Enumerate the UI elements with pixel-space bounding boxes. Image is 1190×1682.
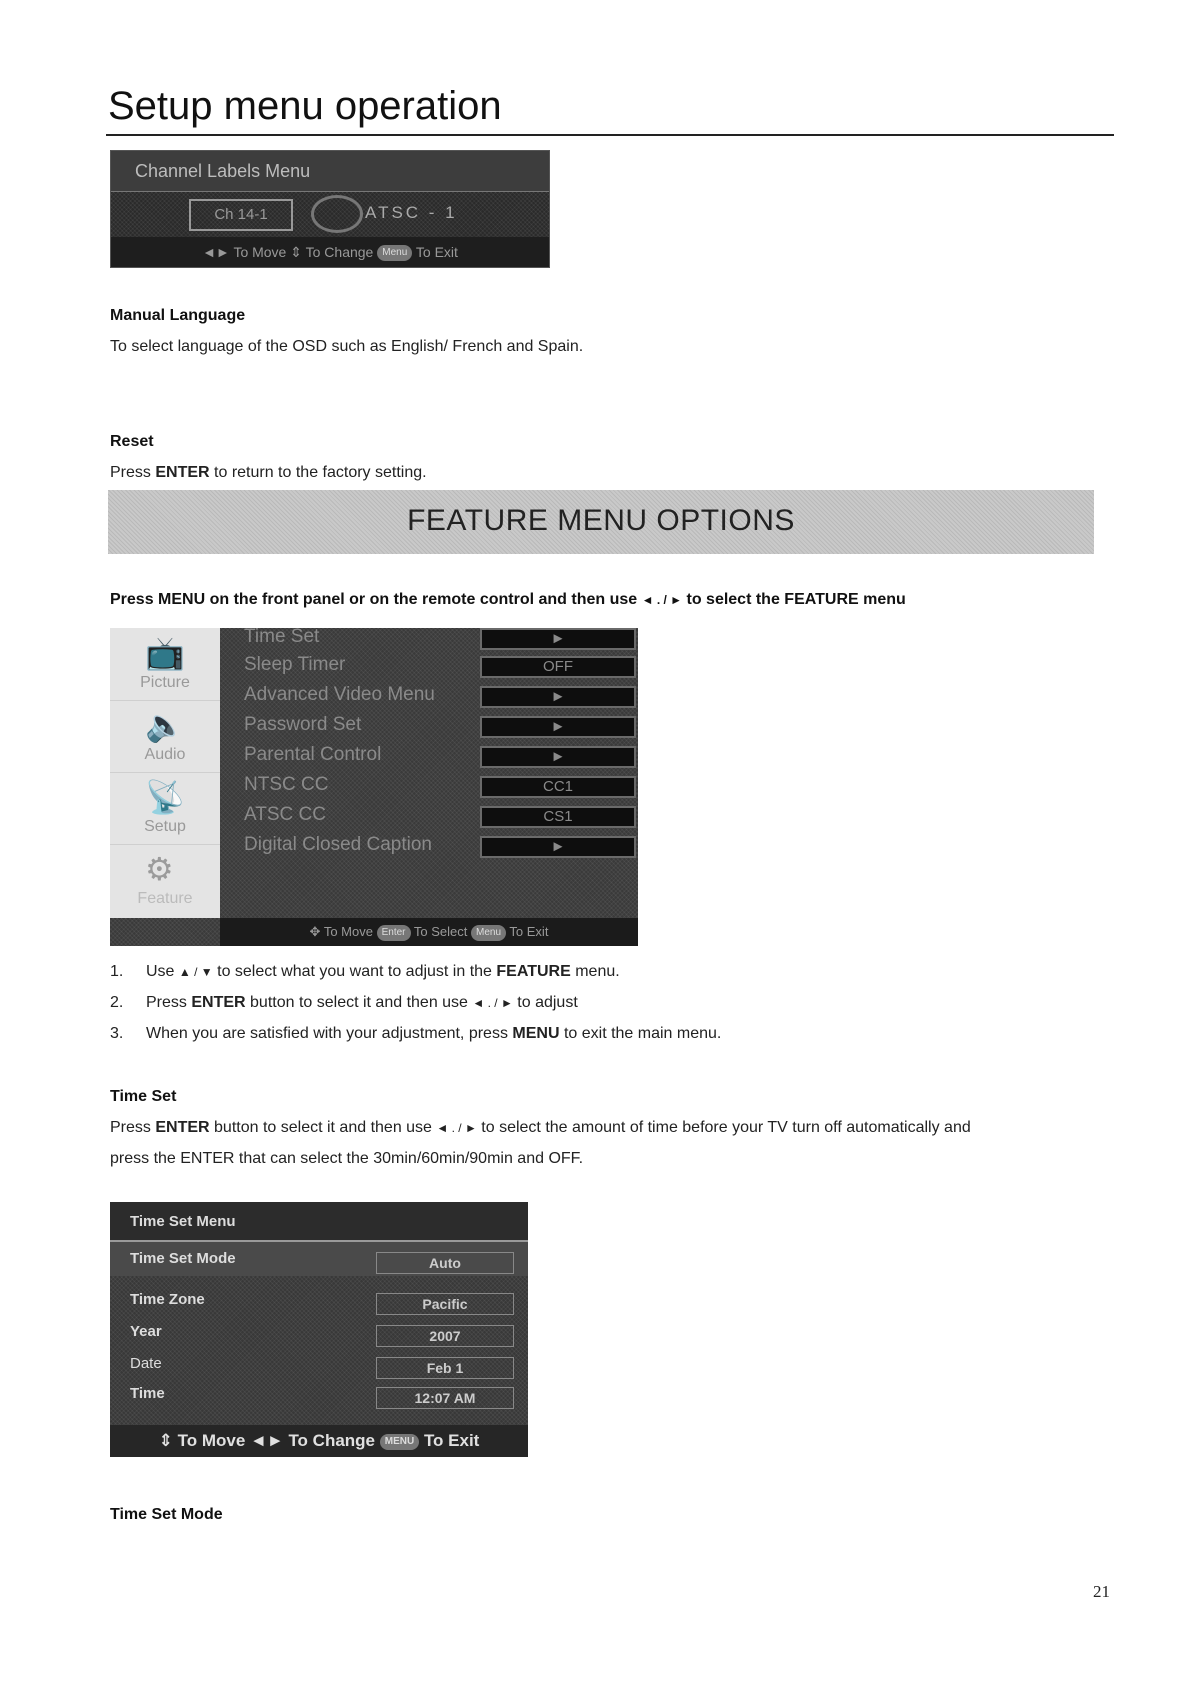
time-osd-title: Time Set Menu xyxy=(130,1213,236,1230)
channel-osd-help-bar xyxy=(111,237,549,267)
menu-button-icon: Menu xyxy=(377,245,412,261)
time-set-text-line2: press the ENTER that can select the 30min/60min/90min and OFF. xyxy=(110,1150,584,1167)
sidebar-item-feature xyxy=(110,844,220,916)
time-osd-header xyxy=(110,1202,528,1242)
feature-item-parental-control: Parental Control xyxy=(244,744,382,765)
up-down-arrows-icon: ⇕ xyxy=(290,244,302,260)
time-row-label: Time Set Mode xyxy=(130,1250,236,1267)
feature-item-atsc-cc: ATSC CC xyxy=(244,804,326,825)
feature-value: ► xyxy=(480,686,636,708)
time-set-text: button to select it and then use xyxy=(209,1119,437,1136)
step-text: menu. xyxy=(570,963,620,980)
time-row-label: Time xyxy=(130,1385,165,1402)
feature-item-digital-cc: Digital Closed Caption xyxy=(244,834,432,855)
time-osd-help-bar xyxy=(110,1425,528,1457)
feature-menu-banner xyxy=(108,490,1094,554)
step-text: to exit the main menu. xyxy=(559,1025,722,1042)
up-down-arrows-icon: ▲ / ▼ xyxy=(178,965,213,979)
instruction-post: to select the FEATURE menu xyxy=(682,591,906,608)
banner-label: FEATURE MENU OPTIONS xyxy=(407,504,795,537)
channel-logo-icon xyxy=(311,195,363,233)
feature-osd-help-bar xyxy=(220,918,638,946)
time-set-heading: Time Set xyxy=(110,1088,177,1105)
feature-menu-osd xyxy=(110,628,638,946)
step-number: 1. xyxy=(110,963,124,980)
feature-item-ntsc-cc: NTSC CC xyxy=(244,774,329,795)
step-text: to adjust xyxy=(512,994,578,1011)
menu-button-icon: Menu xyxy=(471,925,506,941)
time-set-text-line1 xyxy=(110,1119,971,1137)
feature-item-time-set: Time Set xyxy=(244,628,320,647)
sidebar-label: Audio xyxy=(144,746,186,763)
feature-value: ► xyxy=(480,746,636,768)
osd-sidebar xyxy=(110,628,220,918)
help-exit: To Exit xyxy=(415,244,458,260)
feature-value: ► xyxy=(480,836,636,858)
time-row-label: Time Zone xyxy=(130,1291,205,1308)
step-text: Press xyxy=(146,994,192,1011)
title-divider xyxy=(106,134,1114,136)
step-number: 2. xyxy=(110,994,124,1011)
feature-value: ► xyxy=(480,716,636,738)
feature-value: CC1 xyxy=(480,776,636,798)
help-move: To Move xyxy=(177,1431,246,1450)
step-key: FEATURE xyxy=(496,963,571,980)
channel-label-box: Ch 14-1 xyxy=(189,199,293,231)
help-move: To Move xyxy=(233,244,287,260)
feature-icon: ⚙ xyxy=(145,851,174,887)
time-row-label: Date xyxy=(130,1355,162,1372)
channel-osd-header xyxy=(111,151,549,192)
step-key: MENU xyxy=(512,1025,560,1042)
left-right-arrows-icon: ◄ . / ► xyxy=(436,1121,477,1135)
sidebar-label: Feature xyxy=(137,890,193,907)
menu-button-icon: MENU xyxy=(380,1434,419,1450)
directional-pad-icon: ✥ xyxy=(309,924,321,939)
time-set-text: Press xyxy=(110,1119,156,1136)
sidebar-item-audio xyxy=(110,700,220,773)
help-exit: To Exit xyxy=(423,1431,480,1450)
time-row-value: Pacific xyxy=(376,1293,514,1315)
step-text: to select what you want to adjust in the xyxy=(212,963,497,980)
speaker-icon: 🔈 xyxy=(145,707,185,743)
feature-item-advanced-video: Advanced Video Menu xyxy=(244,684,435,705)
manual-language-text: To select language of the OSD such as English/ French and Spain. xyxy=(110,338,584,355)
reset-text-post: to return to the factory setting. xyxy=(209,464,427,481)
page-number: 21 xyxy=(1093,1582,1110,1601)
time-set-osd xyxy=(110,1202,528,1457)
feature-item-password-set: Password Set xyxy=(244,714,362,735)
sidebar-label: Setup xyxy=(144,818,186,835)
channel-source-label: ATSC - 1 xyxy=(365,203,458,222)
time-row-value: Feb 1 xyxy=(376,1357,514,1379)
left-right-arrows-icon: ◄► xyxy=(250,1431,284,1450)
step-3 xyxy=(110,1025,721,1043)
help-change: To Change xyxy=(288,1431,376,1450)
step-2 xyxy=(110,994,578,1012)
time-row-label: Year xyxy=(130,1323,162,1340)
sidebar-item-picture xyxy=(110,628,220,701)
page-title: Setup menu operation xyxy=(108,84,502,128)
feature-value: ► xyxy=(480,628,636,650)
time-row-value: 2007 xyxy=(376,1325,514,1347)
help-select: To Select xyxy=(413,924,468,939)
help-exit: To Exit xyxy=(509,924,549,939)
sidebar-label: Picture xyxy=(140,674,190,691)
tv-icon: 📺 xyxy=(145,635,185,671)
feature-instruction xyxy=(110,591,906,609)
reset-text xyxy=(110,464,427,482)
step-text: Use xyxy=(146,963,179,980)
sidebar-item-setup xyxy=(110,772,220,845)
left-right-arrows-icon: ◄► xyxy=(202,244,230,260)
time-set-text: to select the amount of time before your TV turn off automatically and xyxy=(476,1119,971,1136)
enter-button-icon: Enter xyxy=(377,925,411,941)
feature-value: CS1 xyxy=(480,806,636,828)
step-1 xyxy=(110,963,620,981)
feature-value: OFF xyxy=(480,656,636,678)
help-move: To Move xyxy=(323,924,373,939)
time-row-value: Auto xyxy=(376,1252,514,1274)
step-text: When you are satisfied with your adjustment, press xyxy=(146,1025,513,1042)
arrow-keys-icon: ◄ . / ► xyxy=(641,593,683,607)
left-right-arrows-icon: ◄ . / ► xyxy=(472,996,513,1010)
up-down-arrows-icon: ⇕ xyxy=(158,1431,173,1450)
satellite-icon: 📡 xyxy=(145,779,185,815)
feature-item-sleep-timer: Sleep Timer xyxy=(244,654,346,675)
step-number: 3. xyxy=(110,1025,124,1042)
step-key: ENTER xyxy=(191,994,246,1011)
time-row-value: 12:07 AM xyxy=(376,1387,514,1409)
channel-osd-title: Channel Labels Menu xyxy=(135,161,311,181)
reset-text-pre: Press xyxy=(110,464,156,481)
instruction-pre: Press MENU on the front panel or on the remote control and then use xyxy=(110,591,642,608)
reset-heading: Reset xyxy=(110,433,154,450)
time-set-mode-heading: Time Set Mode xyxy=(110,1506,223,1523)
channel-labels-osd xyxy=(110,150,550,268)
step-text: button to select it and then use xyxy=(245,994,473,1011)
help-change: To Change xyxy=(305,244,374,260)
manual-language-heading: Manual Language xyxy=(110,307,246,324)
reset-key: ENTER xyxy=(155,464,210,481)
time-set-key: ENTER xyxy=(155,1119,210,1136)
